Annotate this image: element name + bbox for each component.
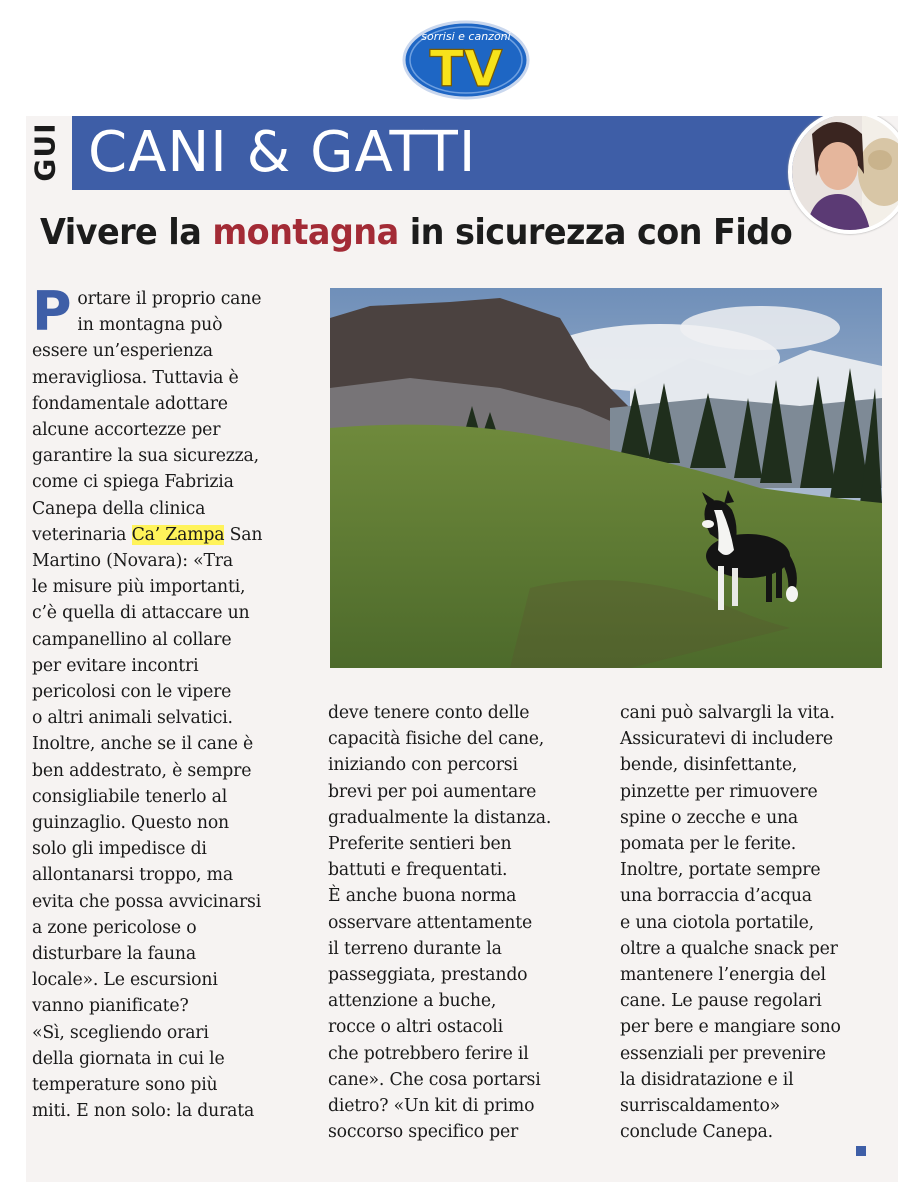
logo-small-text: sorrisi e canzoni (421, 30, 511, 43)
magazine-page (26, 116, 898, 1182)
section-guide-label: GUI (26, 116, 64, 188)
article-column-3: cani può salvargli la vita. Assicuratevi di includere bende, disinfettante, pinzette per rimuovere spine o zecche e una pomata per le ferite. Inoltre, portate sempre una borraccia d’acqua e una ciotola portatile, oltre a qualche snack per mantenere l’energia del cane. Le pause regolari per bere e mangiare sono essenziali per prevenire la disidratazione e il surriscaldamento» conclude Canepa. (620, 703, 841, 1143)
mountain-dog-photo (330, 288, 882, 668)
section-title: CANI & GATTI (88, 120, 477, 185)
section-banner (72, 116, 832, 190)
author-avatar (788, 116, 898, 234)
article-end-mark (856, 1146, 866, 1156)
tv-logo (402, 16, 530, 100)
logo-big-text: TV (429, 40, 503, 98)
drop-cap: P (32, 280, 72, 343)
article-column-2: deve tenere conto delle capacità fisiche del cane, iniziando con percorsi brevi per poi aumentare gradualmente la distanza. Preferite sentieri ben battuti e frequentati. È anche buona norma osservare attentamente il terreno durante la passeggiata, prestando attenzione a buche, rocce o altri ostacoli che potrebbero ferire il cane». Che cosa portarsi dietro? «Un kit di primo soccorso specifico per (328, 703, 552, 1143)
article-headline: Vivere la montagna in sicurezza con Fido (40, 212, 793, 253)
clinic-name-highlight: Ca’ Zampa (131, 524, 225, 545)
article-column-1: P ortare il proprio cane in montagna può essere un’esperienza meravigliosa. Tuttavia è fondamentale adottare alcune accortezze per garantire la sua sicurezza, come ci spiega Fabrizia Canepa della clinica veterinaria Ca’ Zampa San Martino (Novara): «Tra le misure più importanti, c’è quella di attaccare un campanellino al collare per evitare incontri pericolosi con le vipere o altri animali selvatici. Inoltre, anche se il cane è ben addestrato, è sempre consigliabile tenerlo al guinzaglio. Questo non solo gli impedisce di allontanarsi troppo, ma evita che possa avvicinarsi a zone pericolose o disturbare la fauna locale». Le escursioni vanno pianificate? «Sì, scegliendo orari della giornata in cui le temperature sono più miti. E non solo: la durata (32, 280, 263, 1122)
headline-accent: montagna (212, 212, 399, 253)
